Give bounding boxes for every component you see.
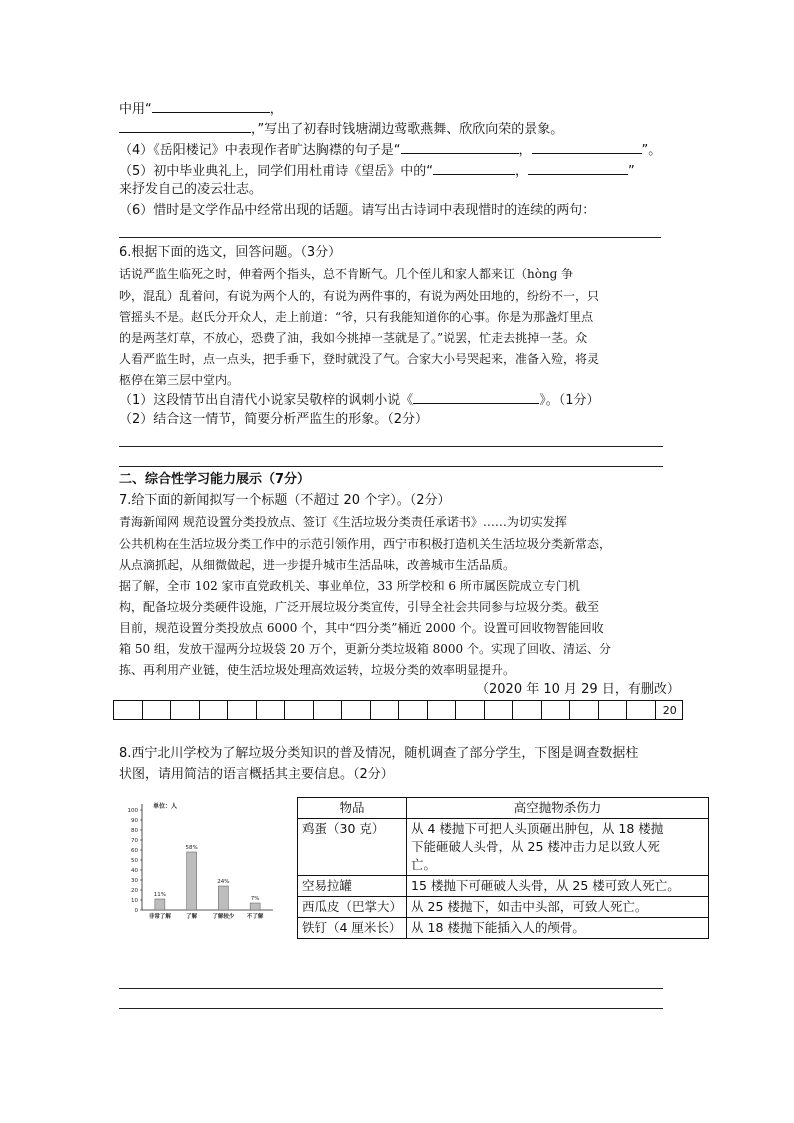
item-cell: 空易拉罐 xyxy=(298,876,407,897)
grid-cell[interactable] xyxy=(570,701,599,719)
y-tick-label: 40 xyxy=(131,868,138,874)
desc-line: 从 25 楼抛下，如击中头部，可致人死亡。 xyxy=(411,899,648,914)
desc-line: 从 18 楼抛下能插入人的颅骨。 xyxy=(411,920,585,935)
bar-data-label: 58% xyxy=(185,845,198,851)
grid-cell[interactable] xyxy=(314,701,343,719)
y-tick-label: 50 xyxy=(131,858,138,864)
q5-item5: （5）初中毕业典礼上，同学们用杜甫诗《望岳》中的“ ， ” xyxy=(119,160,635,182)
y-tick-label: 80 xyxy=(131,828,138,834)
grid-cell[interactable] xyxy=(599,701,628,719)
grid-cell[interactable] xyxy=(171,701,200,719)
table-row xyxy=(298,897,709,918)
q7-source: （2020 年 10 月 29 日，有删改） xyxy=(476,682,680,697)
y-tick-label: 60 xyxy=(131,848,138,854)
q6-passage-line: 管摇头不是。赵氏分开众人，走上前道：“爷，只有我能知道你的心事。你是为那盏灯里点 xyxy=(119,310,594,324)
grid-cell[interactable] xyxy=(200,701,229,719)
y-tick-label: 10 xyxy=(131,898,138,904)
q8-heading-line1: 8.西宁北川学校为了解垃圾分类知识的普及情况，随机调查了部分学生，下图是调查数据柱 xyxy=(119,746,639,761)
q7-passage-line: 据了解，全市 102 家市直党政机关、事业单位，33 所学校和 6 所市属医院成立专门机 xyxy=(119,579,580,593)
x-category-label: 不了解 xyxy=(246,914,264,920)
desc-cell xyxy=(407,897,709,918)
q6-passage-line: 话说严监生临死之时，伸着两个指头，总不肯断气。几个侄儿和家人都来讧（hònɡ 争 xyxy=(119,267,574,281)
grid-cell[interactable] xyxy=(228,701,257,719)
desc-cell xyxy=(407,918,709,939)
bar-data-label: 11% xyxy=(153,892,166,898)
grid-cell[interactable] xyxy=(342,701,371,719)
bar-1 xyxy=(155,899,165,910)
q7-passage-line: 拣、再利用产业链，使生活垃圾处理高效运转，垃圾分类的效率明显提升。 xyxy=(119,663,516,677)
grid-cell[interactable] xyxy=(285,701,314,719)
grid-cell[interactable] xyxy=(542,701,571,719)
grid-cell[interactable] xyxy=(114,701,143,719)
y-tick-label: 0 xyxy=(134,908,138,914)
q5-item6: （6）惜时是文学作品中经常出现的话题。请写出古诗词中表现惜时的连续的两句： xyxy=(119,203,596,218)
grid-cell[interactable] xyxy=(143,701,172,719)
answer-blank[interactable] xyxy=(152,98,270,113)
q5-line1: 中用“ ， xyxy=(119,98,283,120)
grid-cell[interactable] xyxy=(513,701,542,719)
answer-blank[interactable] xyxy=(433,160,515,175)
answer-line[interactable] xyxy=(119,1008,663,1009)
q6-passage-line: 吵，混乱）乱着问，有说为两个人的，有说为两件事的，有说为两处田地的，纷纷不一，只 xyxy=(119,289,600,303)
y-tick-label: 100 xyxy=(127,808,138,814)
bar-data-label: 24% xyxy=(217,879,230,885)
grid-cell[interactable] xyxy=(456,701,485,719)
grid-cell[interactable] xyxy=(627,701,656,719)
answer-line[interactable] xyxy=(119,988,663,989)
section-title: 二、综合性学习能力展示（7分） xyxy=(119,472,311,487)
chart-unit-label: 单位：人 xyxy=(153,803,178,810)
desc-cell xyxy=(407,876,709,897)
desc-line: 亡。 xyxy=(411,857,437,872)
q6-sub2: （2）结合这一情节，简要分析严监生的形象。（2分） xyxy=(119,412,429,427)
q6-sub1: （1）这段情节出自清代小说家吴敬梓的讽刺小说《 》。（1分） xyxy=(119,389,600,411)
q5-item4: （4）《岳阳楼记》中表现作者旷达胸襟的句子是“ ， ”。 xyxy=(119,139,661,161)
q6-passage-line: 人看严监生时，点一点头，把手垂下，登时就没了气。合家大小号哭起来，准备入殓，将灵 xyxy=(119,352,600,366)
q7-passage-line: 构，配备垃圾分类硬件设施，广泛开展垃圾分类宣传，引导全社会共同参与垃圾分类。截至 xyxy=(119,600,600,614)
column-header: 高空抛物杀伤力 xyxy=(407,798,709,819)
y-tick-label: 70 xyxy=(131,838,138,844)
grid-cell[interactable] xyxy=(485,701,514,719)
q7-passage-line: 公共机构在生活垃圾分类工作中的示范引领作用，西宁市积极打造机关生活垃圾分类新常态， xyxy=(119,537,612,551)
q7-passage-line: 从点滴抓起，从细微做起，进一步提升城市生活品味，改善城市生活品质。 xyxy=(119,558,516,572)
q5-item5-line2: 来抒发自己的凌云壮志。 xyxy=(119,182,263,197)
x-category-label: 了解较少 xyxy=(212,914,235,920)
answer-line[interactable] xyxy=(119,466,663,467)
q8-heading-line2: 状图，请用简洁的语言概括其主要信息。（2分） xyxy=(119,767,394,782)
grid-count-cell: 20 xyxy=(662,703,677,717)
grid-cell[interactable] xyxy=(371,701,400,719)
table-row xyxy=(298,876,709,897)
q7-passage-line: 目前，规范设置分类投放点 6000 个，其中“四分类”桶近 2000 个。设置可回收物智能回收 xyxy=(119,621,604,635)
survey-bar-chart xyxy=(117,798,277,926)
column-header: 物品 xyxy=(298,798,407,819)
title-writing-grid[interactable] xyxy=(113,700,683,720)
answer-blank[interactable] xyxy=(528,160,628,175)
answer-blank[interactable] xyxy=(532,139,642,154)
q5-line2: ，”写出了初春时钱塘湖边莺歌燕舞、欣欣向荣的景象。 xyxy=(119,118,563,140)
bar-2 xyxy=(187,852,197,910)
desc-line: 从 4 楼抛下可把人头顶砸出肿包，从 18 楼抛 xyxy=(411,821,664,836)
bar-3 xyxy=(218,886,228,910)
answer-blank[interactable] xyxy=(401,139,519,154)
desc-line: 下能砸破人头骨，从 25 楼冲击力足以致人死 xyxy=(411,839,660,854)
desc-cell xyxy=(407,819,709,876)
y-tick-label: 30 xyxy=(131,878,138,884)
falling-object-table xyxy=(297,797,709,939)
item-cell: 铁钉（4 厘米长） xyxy=(298,918,407,939)
table-row xyxy=(298,819,709,876)
answer-line[interactable] xyxy=(119,446,663,447)
table-header-row xyxy=(298,798,709,819)
grid-cell[interactable] xyxy=(257,701,286,719)
bar-data-label: 7% xyxy=(250,896,260,902)
q6-heading: 6.根据下面的选文，回答问题。（3分） xyxy=(119,245,342,260)
x-category-label: 非常了解 xyxy=(148,914,171,920)
bar-4 xyxy=(250,903,260,910)
table-row xyxy=(298,918,709,939)
desc-line: 15 楼抛下可砸破人头骨，从 25 楼可致人死亡。 xyxy=(411,878,680,893)
q7-passage-line: 箱 50 组，发放干湿两分垃圾袋 20 万个，更新分类垃圾箱 8000 个。实现了回收、清运、分 xyxy=(119,642,611,656)
q6-passage-line: 的是两茎灯草，不放心，恐费了油，我如今挑掉一茎就是了。”说罢，忙走去挑掉一茎。众 xyxy=(119,331,588,345)
y-tick-label: 20 xyxy=(131,888,138,894)
grid-cell[interactable] xyxy=(399,701,428,719)
q7-heading: 7.给下面的新闻拟写一个标题（不超过 20 个字）。（2分） xyxy=(119,493,451,508)
x-category-label: 了解 xyxy=(186,914,198,920)
y-tick-label: 90 xyxy=(131,818,138,824)
item-cell: 鸡蛋（30 克） xyxy=(298,819,407,876)
answer-blank[interactable] xyxy=(413,389,539,404)
item-cell: 西瓜皮（巴掌大） xyxy=(298,897,407,918)
answer-line[interactable] xyxy=(119,237,661,238)
q6-passage-line: 柩停在第三层中堂内。 xyxy=(119,373,240,387)
answer-blank[interactable] xyxy=(119,118,251,133)
q7-passage-line: 青海新闻网 规范设置分类投放点、签订《生活垃圾分类责任承诺书》……为切实发挥 xyxy=(119,515,567,529)
grid-cell[interactable] xyxy=(428,701,457,719)
